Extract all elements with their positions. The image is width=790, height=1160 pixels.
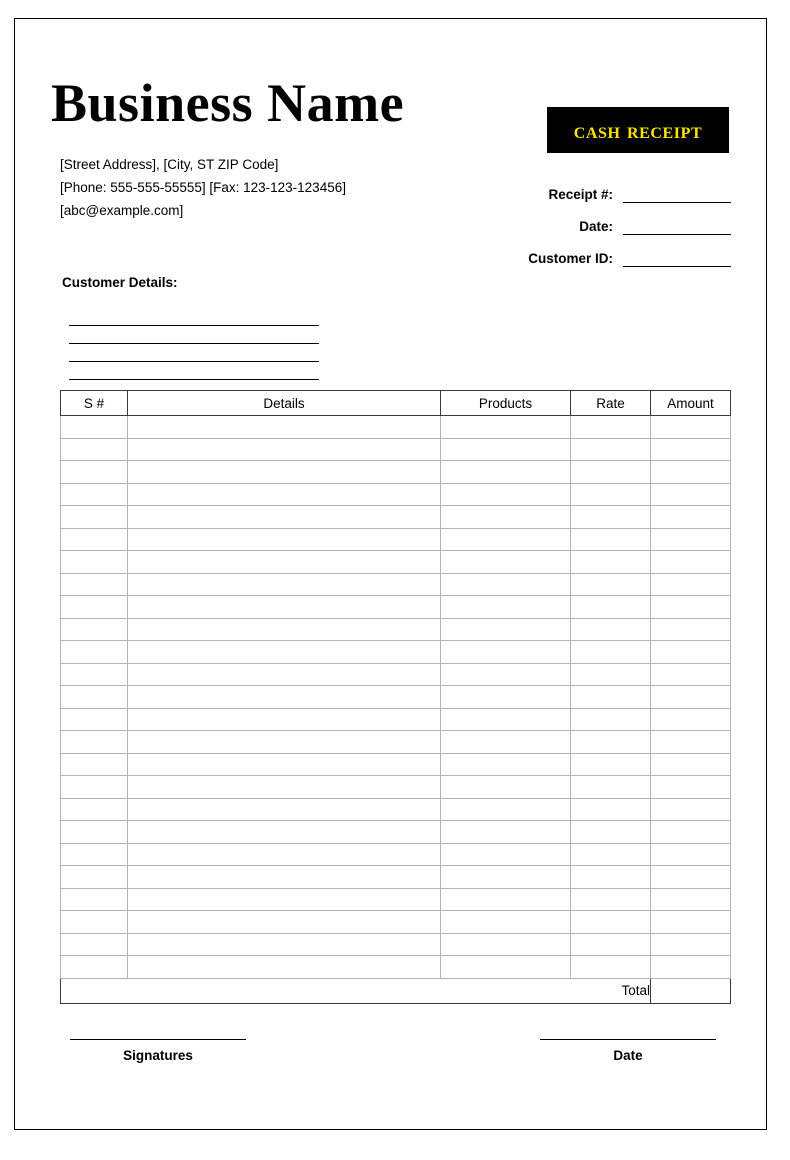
table-row: [61, 911, 731, 934]
cell-amount[interactable]: [651, 461, 731, 484]
cell-details[interactable]: [128, 821, 441, 844]
cell-serial[interactable]: [61, 596, 128, 619]
cell-rate[interactable]: [571, 866, 651, 889]
cell-serial[interactable]: [61, 843, 128, 866]
cell-serial[interactable]: [61, 731, 128, 754]
table-row: [61, 731, 731, 754]
cell-details[interactable]: [128, 866, 441, 889]
receipt-number-label: Receipt #:: [548, 187, 613, 202]
table-row: [61, 753, 731, 776]
cell-products[interactable]: [441, 663, 571, 686]
cell-rate[interactable]: [571, 708, 651, 731]
cell-amount[interactable]: [651, 731, 731, 754]
cell-serial[interactable]: [61, 708, 128, 731]
cell-serial[interactable]: [61, 753, 128, 776]
cell-rate[interactable]: [571, 573, 651, 596]
cell-products[interactable]: [441, 461, 571, 484]
table-row: [61, 416, 731, 439]
cell-details[interactable]: [128, 956, 441, 979]
cell-amount[interactable]: [651, 618, 731, 641]
cell-rate[interactable]: [571, 731, 651, 754]
table-row: [61, 641, 731, 664]
cell-products[interactable]: [441, 731, 571, 754]
items-table-container: [60, 390, 730, 1004]
business-name: Business Name: [51, 73, 405, 133]
cell-serial[interactable]: [61, 663, 128, 686]
table-row: [61, 528, 731, 551]
cell-products[interactable]: [441, 438, 571, 461]
cell-details[interactable]: [128, 708, 441, 731]
column-header-rate: Rate: [571, 391, 651, 416]
cell-products[interactable]: [441, 933, 571, 956]
cell-rate[interactable]: [571, 506, 651, 529]
cell-serial[interactable]: [61, 821, 128, 844]
cell-details[interactable]: [128, 843, 441, 866]
cell-serial[interactable]: [61, 641, 128, 664]
cell-rate[interactable]: [571, 596, 651, 619]
cell-amount[interactable]: [651, 866, 731, 889]
customer-detail-line-2[interactable]: [69, 326, 319, 344]
cell-products[interactable]: [441, 506, 571, 529]
cell-products[interactable]: [441, 708, 571, 731]
cell-amount[interactable]: [651, 753, 731, 776]
items-table-header: [61, 391, 731, 416]
receipt-date-row: [445, 203, 731, 235]
cell-products[interactable]: [441, 888, 571, 911]
customer-id-row: [445, 235, 731, 267]
cell-serial[interactable]: [61, 483, 128, 506]
cell-serial[interactable]: [61, 911, 128, 934]
items-header-row: [61, 391, 731, 416]
signature-block-right: [540, 1039, 716, 1063]
cell-serial[interactable]: [61, 461, 128, 484]
table-row: [61, 888, 731, 911]
cell-rate[interactable]: [571, 686, 651, 709]
cell-rate[interactable]: [571, 843, 651, 866]
cash-receipt-badge: [547, 107, 729, 153]
cell-rate[interactable]: [571, 753, 651, 776]
date-label: Date: [613, 1048, 643, 1063]
cell-amount[interactable]: [651, 438, 731, 461]
column-header-serial: S #: [61, 391, 128, 416]
contact-email: [abc@example.com]: [60, 203, 184, 218]
customer-detail-line-1[interactable]: [69, 308, 319, 326]
cell-rate[interactable]: [571, 416, 651, 439]
cell-serial[interactable]: [61, 506, 128, 529]
table-row: [61, 618, 731, 641]
cell-rate[interactable]: [571, 438, 651, 461]
cell-details[interactable]: [128, 933, 441, 956]
cell-amount[interactable]: [651, 888, 731, 911]
cell-amount[interactable]: [651, 708, 731, 731]
cell-amount[interactable]: [651, 551, 731, 574]
cell-details[interactable]: [128, 506, 441, 529]
cell-amount[interactable]: [651, 573, 731, 596]
cell-products[interactable]: [441, 551, 571, 574]
items-table-body: [61, 416, 731, 979]
cell-products[interactable]: [441, 753, 571, 776]
items-table: [60, 390, 731, 1004]
contact-phone-fax: [Phone: 555-555-55555] [Fax: 123-123-123456]: [60, 180, 346, 195]
cell-details[interactable]: [128, 731, 441, 754]
table-row: [61, 956, 731, 979]
table-row: [61, 438, 731, 461]
table-row: [61, 821, 731, 844]
cell-products[interactable]: [441, 483, 571, 506]
table-row: [61, 933, 731, 956]
table-row: [61, 483, 731, 506]
total-row: [61, 978, 731, 1003]
table-row: [61, 866, 731, 889]
cell-serial[interactable]: [61, 956, 128, 979]
customer-details-lines: [69, 308, 319, 380]
receipt-number-row: [445, 171, 731, 203]
cell-products[interactable]: [441, 798, 571, 821]
cell-details[interactable]: [128, 461, 441, 484]
cell-amount[interactable]: [651, 596, 731, 619]
receipt-date-input[interactable]: [623, 219, 731, 235]
cell-rate[interactable]: [571, 551, 651, 574]
customer-details-title: Customer Details:: [62, 275, 178, 290]
contact-info: [60, 153, 346, 222]
cell-rate[interactable]: [571, 663, 651, 686]
cell-amount[interactable]: [651, 483, 731, 506]
cell-products[interactable]: [441, 821, 571, 844]
cell-products[interactable]: [441, 528, 571, 551]
cell-amount[interactable]: [651, 416, 731, 439]
total-label: Total: [61, 978, 651, 1003]
customer-detail-line-3[interactable]: [69, 344, 319, 362]
cell-details[interactable]: [128, 798, 441, 821]
receipt-page: [14, 18, 767, 1130]
cell-products[interactable]: [441, 596, 571, 619]
cell-details[interactable]: [128, 551, 441, 574]
cell-amount[interactable]: [651, 663, 731, 686]
cell-details[interactable]: [128, 663, 441, 686]
cell-details[interactable]: [128, 641, 441, 664]
cell-serial[interactable]: [61, 573, 128, 596]
cell-serial[interactable]: [61, 686, 128, 709]
cell-amount[interactable]: [651, 843, 731, 866]
cell-rate[interactable]: [571, 956, 651, 979]
cell-products[interactable]: [441, 843, 571, 866]
cell-details[interactable]: [128, 888, 441, 911]
cell-rate[interactable]: [571, 528, 651, 551]
cell-details[interactable]: [128, 438, 441, 461]
cell-serial[interactable]: [61, 618, 128, 641]
cell-details[interactable]: [128, 686, 441, 709]
receipt-meta-fields: [445, 171, 731, 267]
contact-address: [Street Address], [City, ST ZIP Code]: [60, 157, 279, 172]
column-header-details: Details: [128, 391, 441, 416]
cell-products[interactable]: [441, 641, 571, 664]
signature-area: [15, 1039, 766, 1109]
cell-details[interactable]: [128, 596, 441, 619]
cell-details[interactable]: [128, 416, 441, 439]
table-row: [61, 551, 731, 574]
cell-amount[interactable]: [651, 641, 731, 664]
cell-products[interactable]: [441, 911, 571, 934]
table-row: [61, 596, 731, 619]
cell-rate[interactable]: [571, 798, 651, 821]
customer-id-input[interactable]: [623, 251, 731, 267]
cell-products[interactable]: [441, 573, 571, 596]
table-row: [61, 573, 731, 596]
cell-amount[interactable]: [651, 528, 731, 551]
signature-label: Signatures: [123, 1048, 193, 1063]
total-value-cell[interactable]: [651, 978, 731, 1003]
table-row: [61, 708, 731, 731]
cell-products[interactable]: [441, 866, 571, 889]
column-header-products: Products: [441, 391, 571, 416]
document-header: [15, 19, 766, 269]
cell-amount[interactable]: [651, 911, 731, 934]
cell-amount[interactable]: [651, 506, 731, 529]
cell-details[interactable]: [128, 753, 441, 776]
cell-amount[interactable]: [651, 821, 731, 844]
cell-details[interactable]: [128, 618, 441, 641]
table-row: [61, 686, 731, 709]
table-row: [61, 663, 731, 686]
cell-rate[interactable]: [571, 618, 651, 641]
receipt-date-label: Date:: [579, 219, 613, 234]
cell-products[interactable]: [441, 776, 571, 799]
items-table-footer: [61, 978, 731, 1003]
cell-rate[interactable]: [571, 483, 651, 506]
signature-block-left: [70, 1039, 246, 1063]
cell-rate[interactable]: [571, 641, 651, 664]
cell-serial[interactable]: [61, 933, 128, 956]
cell-details[interactable]: [128, 528, 441, 551]
receipt-number-input[interactable]: [623, 187, 731, 203]
cell-rate[interactable]: [571, 776, 651, 799]
cell-products[interactable]: [441, 956, 571, 979]
cell-rate[interactable]: [571, 821, 651, 844]
cell-details[interactable]: [128, 911, 441, 934]
cell-amount[interactable]: [651, 776, 731, 799]
cell-serial[interactable]: [61, 416, 128, 439]
cell-serial[interactable]: [61, 438, 128, 461]
cell-amount[interactable]: [651, 686, 731, 709]
cell-serial[interactable]: [61, 528, 128, 551]
customer-id-label: Customer ID:: [528, 251, 613, 266]
cell-rate[interactable]: [571, 933, 651, 956]
table-row: [61, 461, 731, 484]
cell-rate[interactable]: [571, 888, 651, 911]
cash-receipt-badge-label: cash receipt: [573, 117, 703, 143]
cell-products[interactable]: [441, 686, 571, 709]
cell-products[interactable]: [441, 416, 571, 439]
cell-serial[interactable]: [61, 798, 128, 821]
cell-details[interactable]: [128, 573, 441, 596]
cell-serial[interactable]: [61, 776, 128, 799]
cell-rate[interactable]: [571, 911, 651, 934]
table-row: [61, 798, 731, 821]
table-row: [61, 506, 731, 529]
cell-rate[interactable]: [571, 461, 651, 484]
cell-details[interactable]: [128, 483, 441, 506]
cell-amount[interactable]: [651, 798, 731, 821]
date-line[interactable]: [540, 1039, 716, 1040]
cell-products[interactable]: [441, 618, 571, 641]
cell-serial[interactable]: [61, 551, 128, 574]
table-row: [61, 843, 731, 866]
cell-details[interactable]: [128, 776, 441, 799]
cell-serial[interactable]: [61, 866, 128, 889]
cell-amount[interactable]: [651, 956, 731, 979]
column-header-amount: Amount: [651, 391, 731, 416]
cell-serial[interactable]: [61, 888, 128, 911]
cell-amount[interactable]: [651, 933, 731, 956]
table-row: [61, 776, 731, 799]
customer-detail-line-4[interactable]: [69, 362, 319, 380]
signature-line[interactable]: [70, 1039, 246, 1040]
